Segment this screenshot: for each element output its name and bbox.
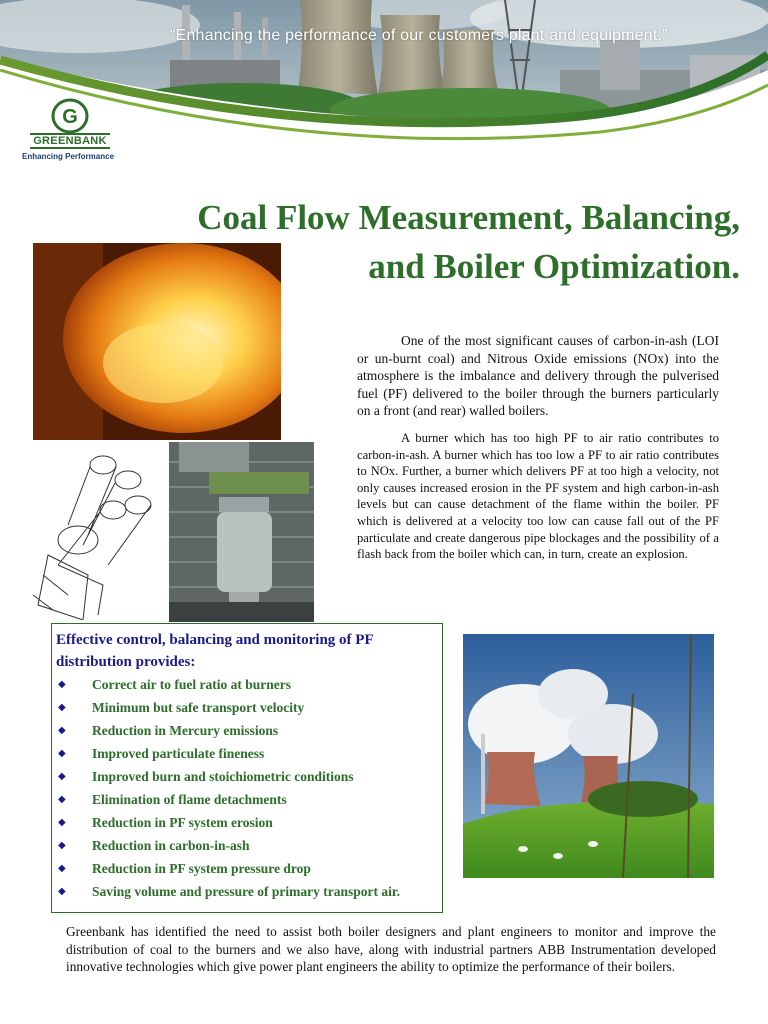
diamond-bullet-icon: ◆ bbox=[58, 725, 66, 736]
pf-pipe-installation-photo bbox=[169, 442, 314, 622]
title-line-1: Coal Flow Measurement, Balancing, bbox=[197, 198, 740, 237]
intro-paragraph: One of the most significant causes of carbon-in-ash (LOI or un-burnt coal) and Nitrous Oxide emissions (NOx) into the atmosphere is the imbalance and delivery through the pulverised fuel (PF) delivered to the boiler through the burners particularly on a front (and rear) walled boilers. bbox=[357, 333, 719, 418]
boiler-flame-photo bbox=[33, 243, 281, 440]
greenbank-logo-mark bbox=[50, 98, 90, 134]
list-item: ◆ Reduction in carbon-in-ash bbox=[58, 835, 443, 858]
benefits-list bbox=[58, 674, 443, 904]
diamond-bullet-icon: ◆ bbox=[58, 840, 66, 851]
diamond-bullet-icon: ◆ bbox=[58, 794, 66, 805]
diamond-bullet-icon: ◆ bbox=[58, 702, 66, 713]
list-item: ◆ Minimum but safe transport velocity bbox=[58, 697, 443, 720]
logo-letter: G bbox=[62, 106, 78, 128]
header-tagline: “Enhancing the performance of our customers plant and equipment.” bbox=[170, 27, 668, 44]
closing-paragraph: Greenbank has identified the need to assist both boiler designers and plant engineers to monitor and improve the distribution of coal to the burners and we also have, along with industrial partners ABB Instrumentation developed innovative technologies which give power plant engineers the ability to optimize the performance of their boilers. bbox=[66, 924, 716, 974]
header-banner bbox=[0, 0, 768, 160]
list-item: ◆ Improved particulate fineness bbox=[58, 743, 443, 766]
diamond-bullet-icon: ◆ bbox=[58, 748, 66, 759]
list-item: ◆ Improved burn and stoichiometric conditions bbox=[58, 766, 443, 789]
list-item: ◆ Reduction in Mercury emissions bbox=[58, 720, 443, 743]
list-item: ◆ Saving volume and pressure of primary transport air. bbox=[58, 881, 443, 904]
benefits-heading: Effective control, balancing and monitoring of PF distribution provides: bbox=[56, 632, 374, 670]
logo-name: GREENBANK bbox=[30, 133, 110, 149]
power-plant-photo bbox=[463, 634, 714, 878]
list-item: ◆ Reduction in PF system erosion bbox=[58, 812, 443, 835]
list-item: ◆ Elimination of flame detachments bbox=[58, 789, 443, 812]
diamond-bullet-icon: ◆ bbox=[58, 886, 66, 897]
burner-ratio-paragraph: A burner which has too high PF to air ratio contributes to carbon-in-ash. A burner which has too low a PF to air ratio contributes to NOx. Further, a burner which delivers PF at too high a velocity, not only causes increased erosion in the PF system and high carbon-in-ash levels but can cause detachment of the flame within the boiler. PF which is delivered at a velocity too low can cause fall out of the PF particulate and create dangerous pipe blockages and the possibility of a flash back from the boiler which can, in turn, create an explosion. bbox=[357, 431, 719, 562]
logo-subtitle: Enhancing Performance bbox=[22, 152, 115, 161]
list-item: ◆ Reduction in PF system pressure drop bbox=[58, 858, 443, 881]
title-line-2: and Boiler Optimization. bbox=[368, 247, 740, 286]
diamond-bullet-icon: ◆ bbox=[58, 771, 66, 782]
diamond-bullet-icon: ◆ bbox=[58, 679, 66, 690]
diamond-bullet-icon: ◆ bbox=[58, 863, 66, 874]
burner-line-drawing bbox=[28, 445, 166, 620]
list-item: ◆ Correct air to fuel ratio at burners bbox=[58, 674, 443, 697]
diamond-bullet-icon: ◆ bbox=[58, 817, 66, 828]
